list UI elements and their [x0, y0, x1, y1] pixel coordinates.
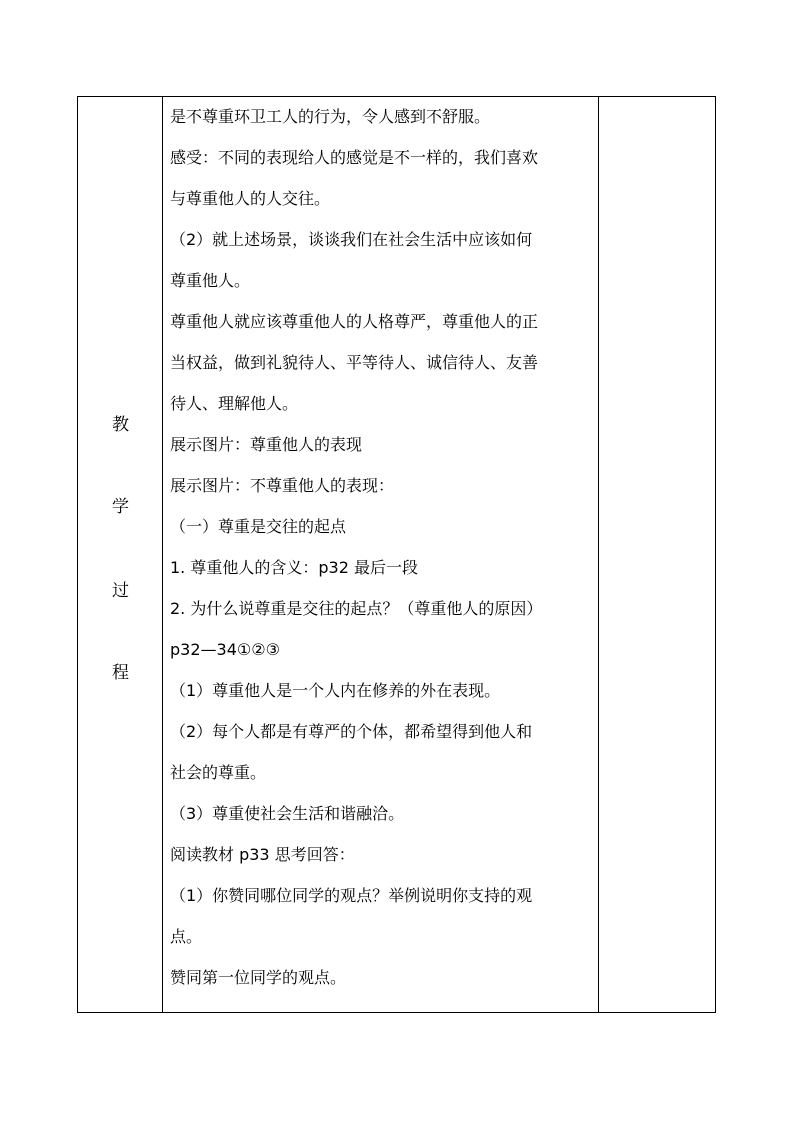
teaching-content-cell: [163, 97, 599, 1012]
content-line: 尊重他人。: [170, 271, 251, 290]
content-line: 社会的尊重。: [170, 763, 267, 782]
content-line: 阅读教材 p33 思考回答：: [170, 845, 355, 864]
notes-cell: [599, 97, 715, 1012]
content-line: （3）尊重使社会生活和谐融洽。: [170, 804, 405, 823]
content-line: （1）尊重他人是一个人内在修养的外在表现。: [170, 681, 501, 700]
section-label-cell: [78, 97, 163, 1012]
content-line: 待人、理解他人。: [170, 394, 299, 413]
lesson-plan-table: [77, 96, 716, 1013]
content-lines: [170, 103, 596, 1005]
section-label-char-3: 过: [112, 581, 129, 601]
content-line: p32—34①②③: [170, 640, 280, 659]
content-line: 是不尊重环卫工人的行为，令人感到不舒服。: [170, 107, 491, 126]
section-label-char-4: 程: [112, 663, 129, 683]
content-line: 与尊重他人的人交往。: [170, 189, 331, 208]
content-line: （2）就上述场景，谈谈我们在社会生活中应该如何: [170, 230, 533, 249]
section-label-char-2: 学: [112, 497, 129, 517]
content-line: 尊重他人就应该尊重他人的人格尊严，尊重他人的正: [170, 312, 539, 331]
content-line: 赞同第一位同学的观点。: [170, 968, 347, 987]
content-line: 展示图片：不尊重他人的表现：: [170, 476, 395, 495]
content-line: （一）尊重是交往的起点: [170, 517, 347, 536]
content-line: 感受：不同的表现给人的感觉是不一样的，我们喜欢: [170, 148, 539, 167]
content-line: 1. 尊重他人的含义：p32 最后一段: [170, 558, 418, 577]
content-line: （2）每个人都是有尊严的个体，都希望得到他人和: [170, 722, 533, 741]
content-line: 2. 为什么说尊重是交往的起点？（尊重他人的原因）: [170, 599, 543, 618]
section-label-char-1: 教: [112, 415, 129, 435]
content-line: 当权益，做到礼貌待人、平等待人、诚信待人、友善: [170, 353, 539, 372]
content-line: 点。: [170, 927, 203, 946]
content-line: 展示图片：尊重他人的表现: [170, 435, 363, 454]
content-line: （1）你赞同哪位同学的观点？举例说明你支持的观: [170, 886, 533, 905]
